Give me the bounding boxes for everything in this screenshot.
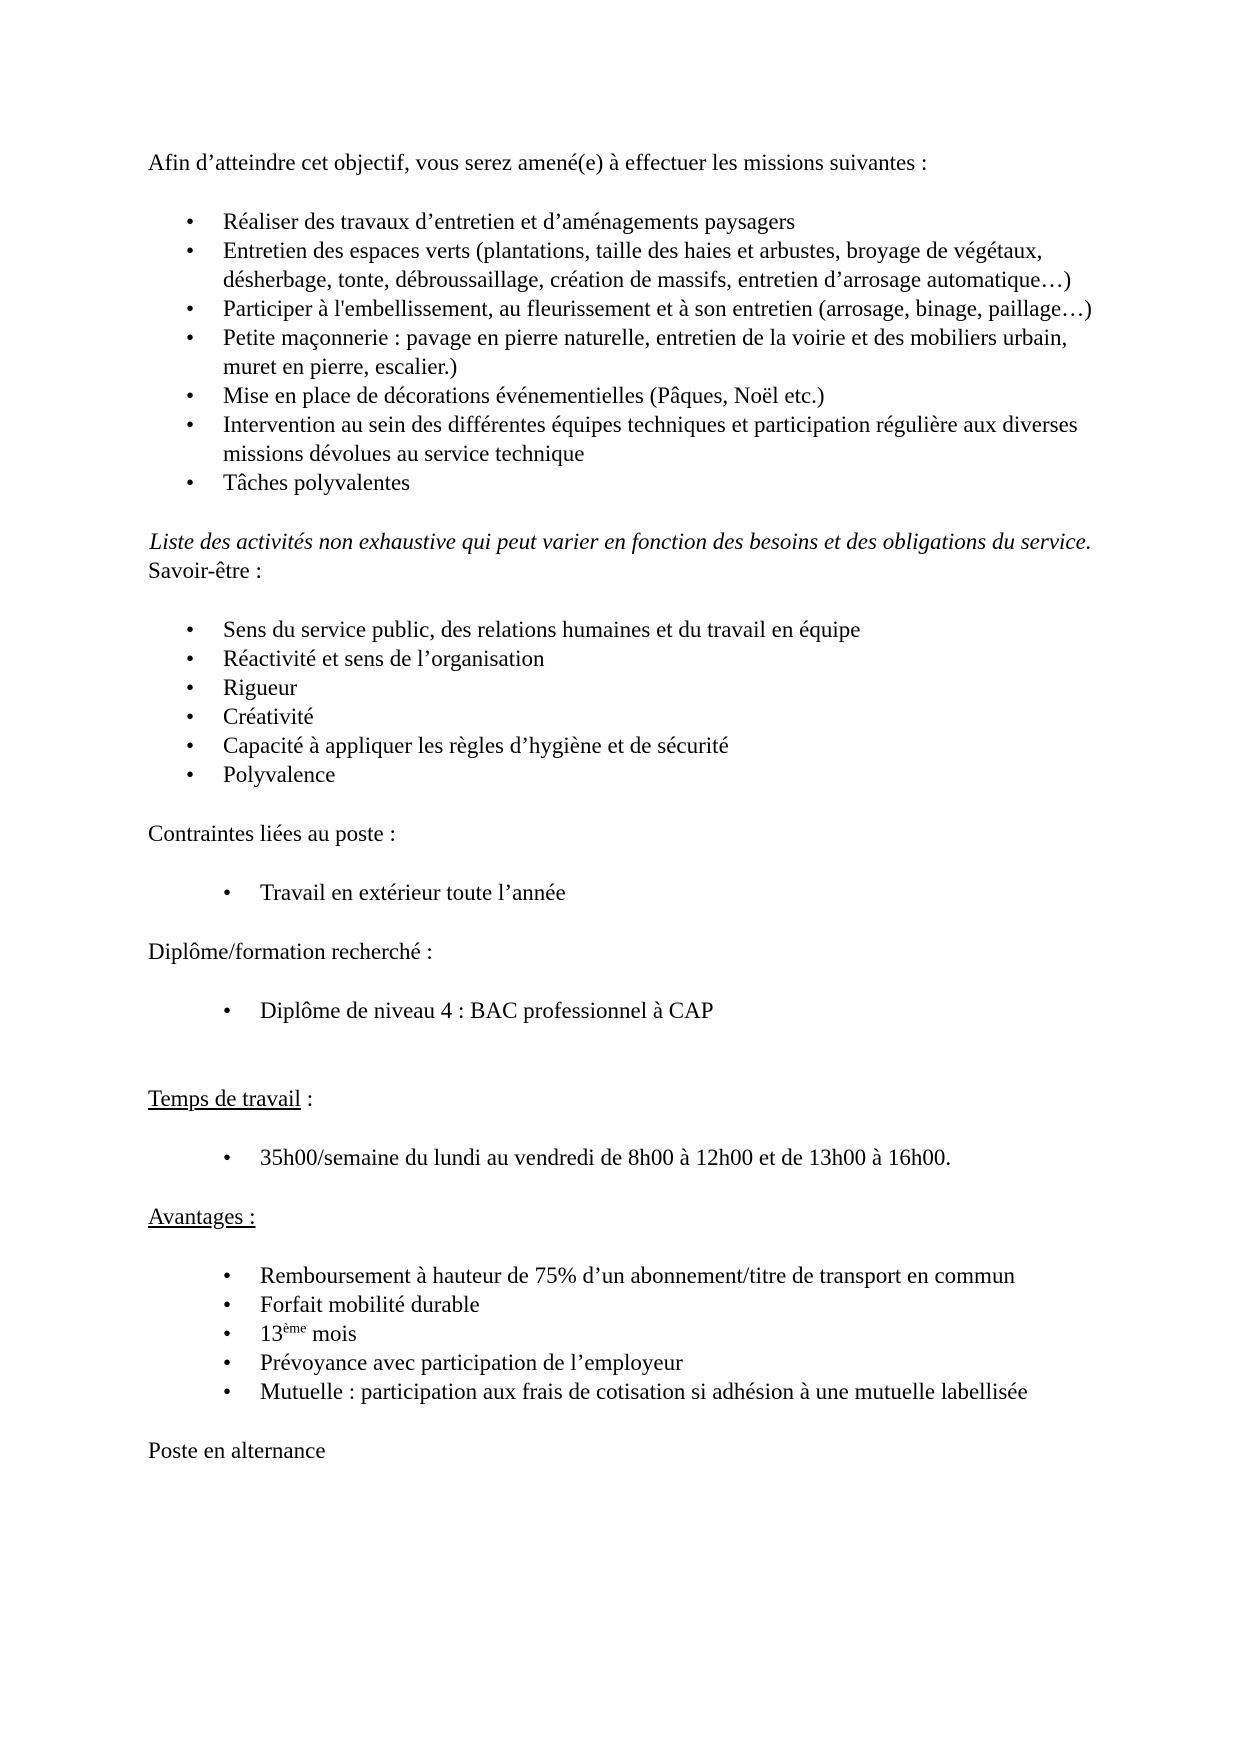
list-item: • Réactivité et sens de l’organisation [148, 644, 1093, 673]
list-item: • Capacité à appliquer les règles d’hygiène et de sécurité [148, 731, 1093, 760]
list-item: • Participer à l'embellissement, au fleurissement et à son entretien (arrosage, binage, paillage…) [148, 294, 1093, 323]
temps-heading-suffix: : [300, 1086, 314, 1111]
treizieme-superscript: ème [283, 1321, 307, 1337]
list-item: • Mise en place de décorations événementielles (Pâques, Noël etc.) [148, 381, 1093, 410]
list-item: • Remboursement à hauteur de 75% d’un abonnement/titre de transport en commun [148, 1261, 1093, 1290]
temps-heading-label: Temps de travail [148, 1086, 301, 1111]
contraintes-list [148, 878, 1093, 907]
list-item: • Forfait mobilité durable [148, 1290, 1093, 1319]
temps-list [148, 1143, 1093, 1172]
footer-note: Poste en alternance [148, 1438, 326, 1463]
list-item: • Travail en extérieur toute l’année [148, 878, 1093, 907]
treizieme-text: mois [306, 1321, 357, 1346]
list-item [148, 1319, 1093, 1348]
list-item: • Créativité [148, 702, 1093, 731]
treizieme-number: 13 [260, 1321, 283, 1346]
intro-paragraph: Afin d’atteindre cet objectif, vous serez amené(e) à effectuer les missions suivantes : [148, 150, 928, 175]
list-item: • Entretien des espaces verts (plantations, taille des haies et arbustes, broyage de végétaux, désherbage, tonte, débroussaillage, création de massifs, entretien d’arrosage automatique…) [148, 236, 1093, 294]
list-item: • Polyvalence [148, 760, 1093, 789]
activities-note: Liste des activités non exhaustive qui peut varier en fonction des besoins et des obligations du service. [149, 529, 1092, 554]
list-item: • Petite maçonnerie : pavage en pierre naturelle, entretien de la voirie et des mobiliers urbain, muret en pierre, escalier.) [148, 323, 1093, 381]
list-item: • Rigueur [148, 673, 1093, 702]
savoir-etre-heading: Savoir-être : [148, 558, 262, 583]
list-item: • Diplôme de niveau 4 : BAC professionnel à CAP [148, 996, 1093, 1025]
diplome-list [148, 996, 1093, 1025]
avantages-list [148, 1261, 1093, 1406]
missions-list [148, 207, 1093, 497]
savoir-etre-list [148, 615, 1093, 789]
temps-heading [148, 1084, 1093, 1113]
list-item: • Mutuelle : participation aux frais de cotisation si adhésion à une mutuelle labellisée [148, 1377, 1093, 1406]
document-body [148, 148, 1093, 1465]
contraintes-heading: Contraintes liées au poste : [148, 821, 396, 846]
list-item: • Prévoyance avec participation de l’employeur [148, 1348, 1093, 1377]
avantages-heading [148, 1202, 1093, 1231]
list-item: • Tâches polyvalentes [148, 468, 1093, 497]
list-item: • 35h00/semaine du lundi au vendredi de 8h00 à 12h00 et de 13h00 à 16h00. [148, 1143, 1093, 1172]
avantages-heading-label: Avantages : [148, 1204, 256, 1229]
list-item: • Sens du service public, des relations humaines et du travail en équipe [148, 615, 1093, 644]
list-item: • Réaliser des travaux d’entretien et d’aménagements paysagers [148, 207, 1093, 236]
list-item: • Intervention au sein des différentes équipes techniques et participation régulière aux diverses missions dévolues au service technique [148, 410, 1093, 468]
diplome-heading: Diplôme/formation recherché : [148, 939, 433, 964]
